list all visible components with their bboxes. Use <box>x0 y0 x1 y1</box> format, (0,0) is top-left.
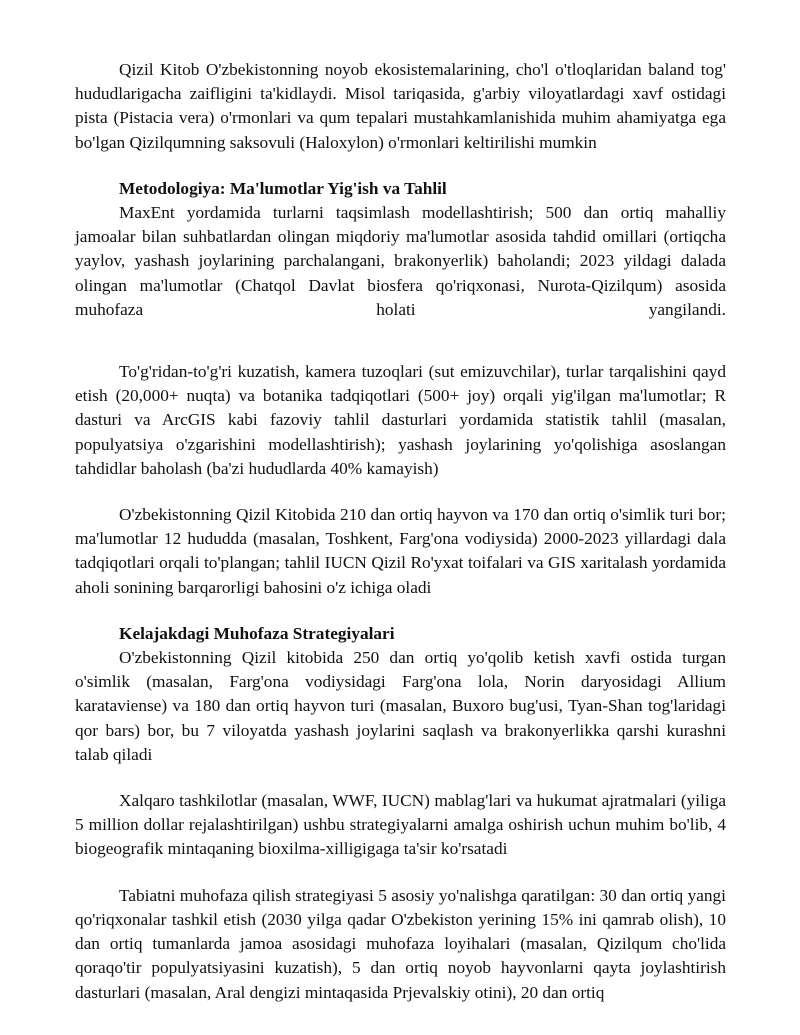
methodology-paragraph-2: To'g'ridan-to'g'ri kuzatish, kamera tuzoqlari (sut emizuvchilar), turlar tarqalishini qayd etish (20,000+ nuqta) va botanika tadqiqotlari (500+ joy) orqali yig'ilgan ma'lumotlar; R dasturi va ArcGIS kabi fazoviy tahlil dasturlari yordamida statistik tahlil (masalan, populyatsiya o'zgarishini modellashtirish); yashash joylarining yo'qolishiga asoslangan tahdidlar baholash (ba'zi hududlarda 40% kamayish) <box>75 362 726 478</box>
section-heading-strategies: Kelajakdagi Muhofaza Strategiyalari <box>119 623 395 643</box>
methodology-paragraph-1: MaxEnt yordamida turlarni taqsimlash modellashtirish; 500 dan ortiq mahalliy jamoalar bilan suhbatlardan olingan miqdoriy ma'lumotlar asosida tahdid omillari (ortiqcha yaylov, yashash joylarining parchalangani, brakonyerlik) baholandi; 2023 yildagi dalada olingan ma'lumotlar (Chatqol Davlat biosfera qo'riqxonasi, Nurota-Qizilqum) asosida muhofaza holati yangilandi. <box>75 203 726 319</box>
document-page <box>75 58 726 1005</box>
methodology-paragraph-3: O'zbekistonning Qizil Kitobida 210 dan ortiq hayvon va 170 dan ortiq o'simlik turi bor; ma'lumotlar 12 hududda (masalan, Toshkent, Farg'ona vodiysida) 2000-2023 yillardagi dala tadqiqotlari orqali to'plangan; tahlil IUCN Qizil Ro'yxat toifalari va GIS xaritalash yordamida aholi sonining barqarorligi bahosini o'z ichiga oladi <box>75 505 726 597</box>
strategies-paragraph-3: Tabiatni muhofaza qilish strategiyasi 5 asosiy yo'nalishga qaratilgan: 30 dan ortiq yangi qo'riqxonalar tashkil etish (2030 yilga qadar O'zbekiston yerining 15% ini qamrab olish), 10 dan ortiq tumanlarda jamoa asosidagi muhofaza loyihalari (masalan, Qizilqum cho'lida qoraqo'tir populyatsiyasini kuzatish), 5 dan ortiq noyob hayvonlarni qayta joylashtirish dasturlari (masalan, Aral dengizi mintaqasida Prjevalskiy otini), 20 dan ortiq <box>75 885 726 1002</box>
strategies-paragraph-2: Xalqaro tashkilotlar (masalan, WWF, IUCN) mablag'lari va hukumat ajratmalari (yiliga 5 million dollar rejalashtirilgan) ushbu strategiyalarni amalga oshirish uchun muhim bo'lib, 4 biogeografik mintaqaning bioxilma-xilligigaga ta'sir ko'rsatadi <box>75 791 726 859</box>
strategies-paragraph-1: O'zbekistonning Qizil kitobida 250 dan ortiq yo'qolib ketish xavfi ostida turgan o'simlik (masalan, Farg'ona vodiysidagi Farg'ona lola, Norin daryosidagi Allium karataviense) va 180 dan ortiq hayvon turi (masalan, Buxoro bug'usi, Tyan-Shan tog'laridagi qor bars) bor, bu 7 viloyatda yashash joylarini saqlash va brakonyerlikka qarshi kurashni talab qiladi <box>75 648 726 764</box>
intro-paragraph: Qizil Kitob O'zbekistonning noyob ekosistemalarining, cho'l o'tloqlaridan baland tog' hududlarigacha zaifligini ta'kidlaydi. Misol tariqasida, g'arbiy viloyatlardagi xavf ostidagi pista (Pistacia vera) o'rmonlari va qum tepalari mustahkamlanishida muhim ahamiyatga ega bo'lgan Qizilqumning saksovuli (Haloxylon) o'rmonlari keltirilishi mumkin <box>75 60 726 152</box>
section-heading-methodology: Metodologiya: Ma'lumotlar Yig'ish va Tahlil <box>119 178 447 198</box>
